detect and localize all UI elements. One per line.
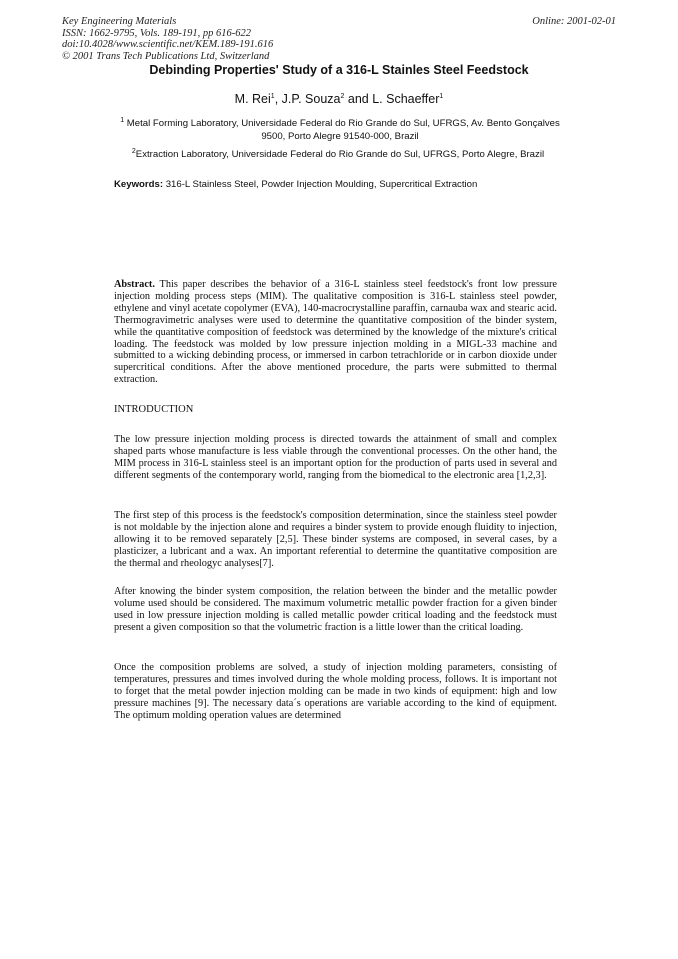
affiliation-1-marker: 1 [120, 116, 125, 124]
paragraph-1: The low pressure injection molding process is directed towards the attainment of small and complex shaped parts whose manufacture is less viable through the conventional processes. On the other hand, the MIM process in 316-L stainless steel is an important option for the production of parts used in several and different segments of the contemporary world, ranging from the biomedical to the electronic area [1,2,3]. [114, 434, 557, 481]
copyright-line: © 2001 Trans Tech Publications Ltd, Switzerland [62, 50, 270, 62]
author-3-affil: 1 [439, 92, 444, 100]
authors-line [0, 92, 678, 106]
paragraph-3: After knowing the binder system composition, the relation between the binder and the metallic powder volume used should be considered. The maximum volumetric metallic powder fraction for a given binder used in low pressure injection molding is called metallic powder critical loading and the feedstock must present a given composition so that the volumetric fraction is a little lower than the critical loading. [114, 586, 557, 633]
paragraph-4: Once the composition problems are solved, a study of injection molding parameters, consisting of temperatures, pressures and times involved during the whole molding process, follows. It is important not to forget that the metal powder injection molding can be made in two kinds of equipment: high and low pressure machines [9]. The necessary data´s operations are variable according to the kind of equipment. The optimum molding operation values are determined [114, 662, 557, 721]
journal-header [62, 16, 273, 62]
author-2-affil: 2 [340, 92, 345, 100]
paper-title: Debinding Properties' Study of a 316-L Stainles Steel Feedstock [149, 63, 529, 77]
journal-name: Key Engineering Materials [62, 16, 177, 27]
affiliation-1-text: Metal Forming Laboratory, Universidade Federal do Rio Grande do Sul, UFRGS, Av. Bento Gonçalves 9500, Porto Alegre 91540-000, Brazil [124, 118, 560, 142]
author-and: and [344, 92, 373, 106]
author-3: L. Schaeffer [372, 92, 440, 106]
author-1: M. Rei [234, 92, 271, 106]
author-2: J.P. Souza [281, 92, 341, 106]
online-date: Online: 2001-02-01 [532, 16, 616, 27]
author-1-affil: 1 [270, 92, 275, 100]
paragraph-2: The first step of this process is the feedstock's composition determination, since the stainless steel powder is not moldable by the injection alone and requires a binder system to provide enough fluidity to injection, allowing it to be removed separately [2,5]. These binder systems are composed, in several cases, by a plasticizer, a lubricant and a wax. An important referential to determine the quantitative composition are the thermal and rheologyc analyses[7]. [114, 510, 557, 569]
keywords-label: Keywords: [114, 179, 164, 190]
issn-line: ISSN: 1662-9795, Vols. 189-191, pp 616-622 [62, 27, 251, 39]
keywords-text: 316-L Stainless Steel, Powder Injection Moulding, Supercritical Extraction [163, 179, 478, 190]
abstract [114, 279, 557, 386]
author-separator: , [274, 92, 282, 106]
affiliation-1 [120, 118, 560, 143]
keywords [114, 179, 477, 190]
affiliation-2 [112, 149, 564, 162]
doi-line: doi:10.4028/www.scientific.net/KEM.189-191.616 [62, 39, 274, 51]
section-heading-introduction: INTRODUCTION [114, 404, 194, 415]
abstract-text: This paper describes the behavior of a 316-L stainless steel feedstock's front low pressure injection molding process steps (MIM). The qualitative composition is 316-L stainless steel powder, ethylene and vinyl acetate copolymer (EVA), 140-macrocrystalline paraffin, carnauba wax and stearic acid. Thermogravimetric analyses were used to determine the quantitative composition of the binder system, while the quantitative composition of feedstock was determined by the knowledge of the mixture's critical loading. The feedstock was molded by low pressure injection molding in a MIGL-33 machine and submitted to a wicking debinding process, or immersed in carbon tetrachloride or in carbon dioxide under supercritical conditions. After the above mentioned procedure, the parts were submitted to thermal extraction. [114, 279, 557, 386]
affiliation-2-text: Extraction Laboratory, Universidade Federal do Rio Grande do Sul, UFRGS, Porto Alegre, Brazil [135, 149, 545, 160]
abstract-label: Abstract. [114, 279, 155, 290]
affiliation-2-marker: 2 [131, 147, 136, 155]
